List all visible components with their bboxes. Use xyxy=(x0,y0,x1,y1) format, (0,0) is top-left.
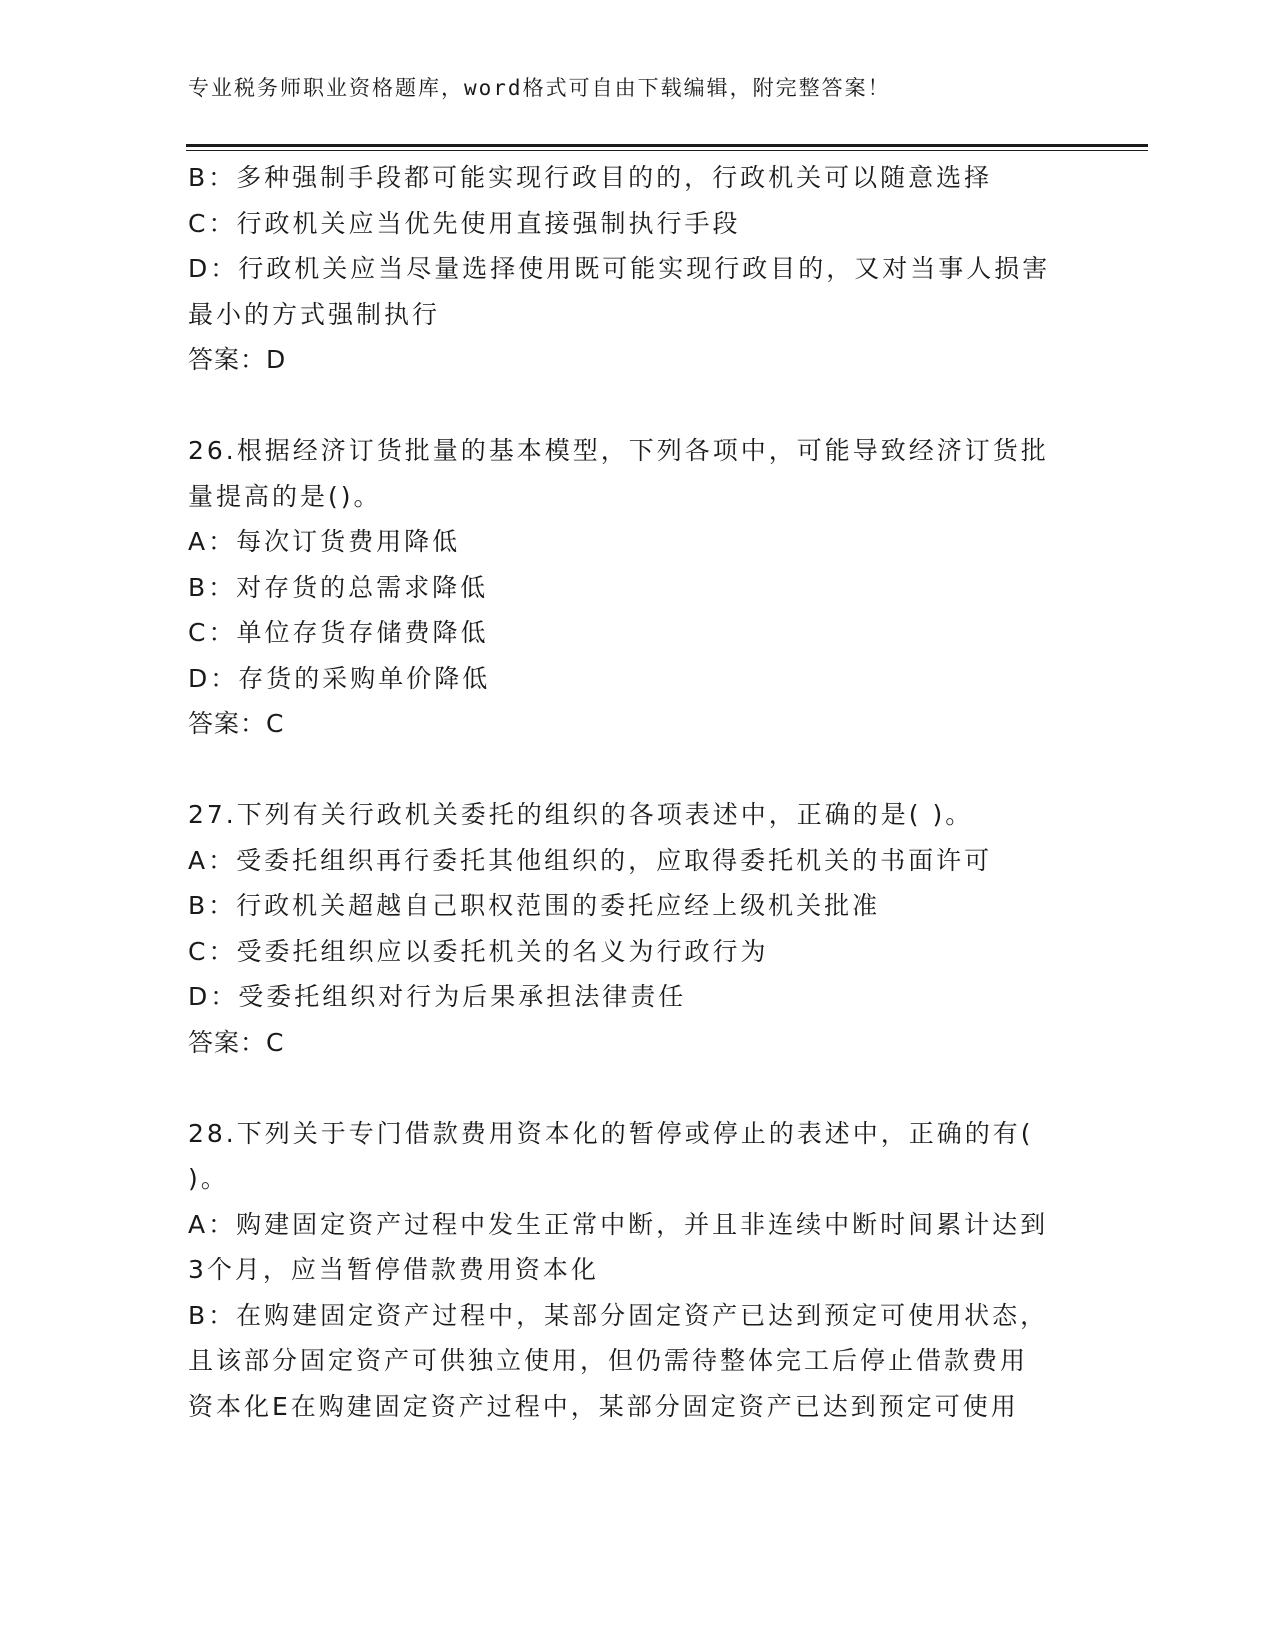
spacer xyxy=(188,747,1078,793)
q25-option-c: C：行政机关应当优先使用直接强制执行手段 xyxy=(188,208,741,238)
q26-stem-line1: 26.根据经济订货批量的基本模型，下列各项中，可能导致经济订货批 xyxy=(188,436,1049,465)
q25-option-d-line2: 最小的方式强制执行 xyxy=(188,299,441,329)
spacer xyxy=(188,1065,1078,1111)
q28-stem-line1: 28.下列关于专门借款费用资本化的暂停或停止的表述中，正确的有( xyxy=(188,1118,1034,1148)
q28-option-b-line2: 且该部分固定资产可供独立使用，但仍需待整体完工后停止借款费用 xyxy=(188,1346,1029,1375)
q26-option-a: A：每次订货费用降低 xyxy=(188,527,461,556)
q27-answer: 答案：C xyxy=(188,1027,285,1057)
question-content xyxy=(188,155,1078,1429)
q28-option-a-line2: 3个月，应当暂停借款费用资本化 xyxy=(188,1255,599,1284)
spacer xyxy=(188,383,1078,429)
q25-answer: 答案：D xyxy=(188,345,287,374)
q26-option-b: B：对存货的总需求降低 xyxy=(188,572,489,602)
q27-stem-line1: 27.下列有关行政机关委托的组织的各项表述中，正确的是( )。 xyxy=(188,800,974,829)
q26-stem-line2: 量提高的是()。 xyxy=(188,481,382,511)
q27-option-c: C：受委托组织应以委托机关的名义为行政行为 xyxy=(188,936,769,966)
q25-option-b: B：多种强制手段都可能实现行政目的的，行政机关可以随意选择 xyxy=(188,163,993,192)
q26-option-c: C：单位存货存储费降低 xyxy=(188,618,489,647)
q27-option-b: B：行政机关超越自己职权范围的委托应经上级机关批准 xyxy=(188,891,881,920)
q27-option-a: A：受委托组织再行委托其他组织的，应取得委托机关的书面许可 xyxy=(188,845,993,875)
q28-option-b-line3: 资本化E在购建固定资产过程中，某部分固定资产已达到预定可使用 xyxy=(188,1391,1019,1421)
header-rule-thick xyxy=(186,144,1148,147)
q26-option-d: D：存货的采购单价降低 xyxy=(188,663,491,693)
q25-option-d-line1: D：行政机关应当尽量选择使用既可能实现行政目的，又对当事人损害 xyxy=(188,254,1051,283)
q26-answer: 答案：C xyxy=(188,709,285,738)
q28-option-a-line1: A：购建固定资产过程中发生正常中断，并且非连续中断时间累计达到 xyxy=(188,1209,1049,1239)
q28-stem-line2: )。 xyxy=(188,1164,229,1193)
q27-option-d: D：受委托组织对行为后果承担法律责任 xyxy=(188,982,687,1011)
q28-option-b-line1: B：在购建固定资产过程中，某部分固定资产已达到预定可使用状态， xyxy=(188,1300,1049,1330)
page-header: 专业税务师职业资格题库，word格式可自由下载编辑，附完整答案！ xyxy=(188,76,891,100)
header-rule-thin xyxy=(186,150,1148,151)
